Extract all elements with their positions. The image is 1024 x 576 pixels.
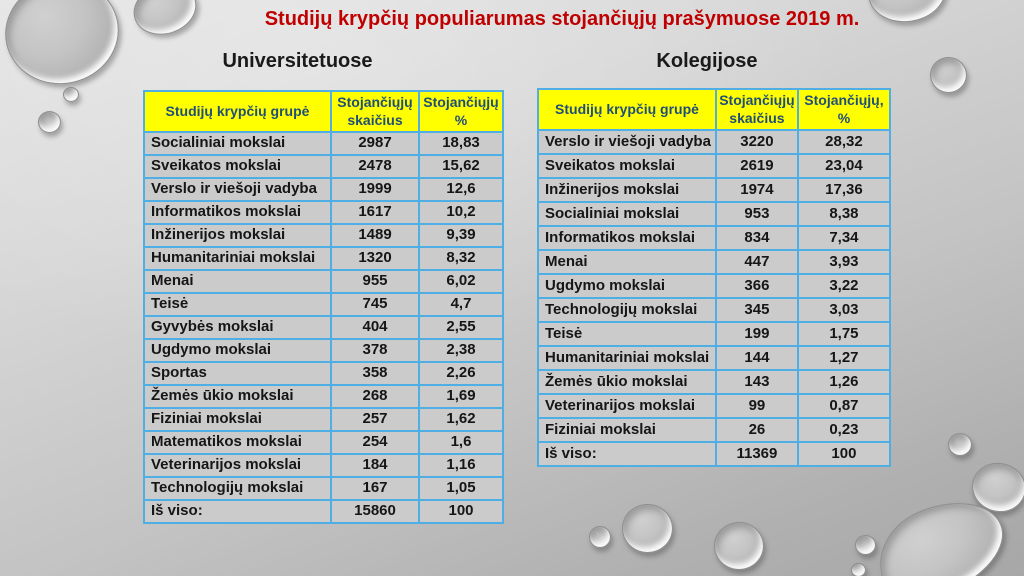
table-row: [144, 454, 503, 477]
table-cell: 184: [331, 454, 419, 477]
table-cell: 2619: [716, 154, 798, 178]
slide-title: Studijų krypčių populiarumas stojančiųjų prašymuose 2019 m.: [264, 8, 860, 30]
table-row: [538, 394, 890, 418]
table-cell: Humanitariniai mokslai: [144, 247, 331, 270]
table-cell: 99: [716, 394, 798, 418]
water-droplet: [38, 111, 61, 133]
table-cell: Teisė: [538, 322, 716, 346]
table-cell: Žemės ūkio mokslai: [144, 385, 331, 408]
table-cell: 345: [716, 298, 798, 322]
table-row: [538, 250, 890, 274]
table-cell: 404: [331, 316, 419, 339]
table-cell: 745: [331, 293, 419, 316]
column-header: Stojančiųjų, %: [798, 89, 890, 130]
table-cell: Verslo ir viešoji vadyba: [144, 178, 331, 201]
table-cell: 1,69: [419, 385, 503, 408]
table-cell: 0,23: [798, 418, 890, 442]
table-cell: 1,62: [419, 408, 503, 431]
table-cell: 15,62: [419, 155, 503, 178]
table-cell: 1320: [331, 247, 419, 270]
header-row: [538, 89, 890, 130]
table-cell: Technologijų mokslai: [538, 298, 716, 322]
table-cell: 955: [331, 270, 419, 293]
table-cell: Informatikos mokslai: [538, 226, 716, 250]
water-droplet: [63, 87, 79, 102]
table-cell: Veterinarijos mokslai: [144, 454, 331, 477]
table-cell: 1999: [331, 178, 419, 201]
table-cell: 953: [716, 202, 798, 226]
table-cell: Informatikos mokslai: [144, 201, 331, 224]
table-cell: Matematikos mokslai: [144, 431, 331, 454]
table-row: [538, 154, 890, 178]
table-cell: 6,02: [419, 270, 503, 293]
table-cell: 10,2: [419, 201, 503, 224]
table-cell: 18,83: [419, 132, 503, 155]
table-row: [144, 431, 503, 454]
table-cell: Veterinarijos mokslai: [538, 394, 716, 418]
table-cell: 100: [798, 442, 890, 466]
water-droplet: [589, 526, 611, 548]
table-cell: 834: [716, 226, 798, 250]
water-droplet: [948, 433, 972, 456]
table-cell: Verslo ir viešoji vadyba: [538, 130, 716, 154]
table-cell: 17,36: [798, 178, 890, 202]
table-cell: 1974: [716, 178, 798, 202]
table-cell: 4,7: [419, 293, 503, 316]
table-cell: 1,26: [798, 370, 890, 394]
table-cell: 1617: [331, 201, 419, 224]
table-row: [144, 132, 503, 155]
table-row: [144, 178, 503, 201]
table-row: [144, 224, 503, 247]
table-cell: 268: [331, 385, 419, 408]
table-cell: Technologijų mokslai: [144, 477, 331, 500]
table-cell: 9,39: [419, 224, 503, 247]
water-droplet: [855, 535, 876, 555]
table-cell: 447: [716, 250, 798, 274]
table-row: [144, 362, 503, 385]
table-cell: Fiziniai mokslai: [538, 418, 716, 442]
table-row: [538, 226, 890, 250]
table-cell: Inžinerijos mokslai: [538, 178, 716, 202]
table-cell: Humanitariniai mokslai: [538, 346, 716, 370]
table-cell: 15860: [331, 500, 419, 523]
table-cell: Iš viso:: [538, 442, 716, 466]
total-row: [144, 500, 503, 523]
column-header: Stojančiųjų skaičius: [331, 91, 419, 132]
universities-table: [143, 90, 504, 524]
table-cell: Inžinerijos mokslai: [144, 224, 331, 247]
table-cell: 28,32: [798, 130, 890, 154]
table-row: [538, 346, 890, 370]
column-header: Studijų krypčių grupė: [144, 91, 331, 132]
table-cell: 144: [716, 346, 798, 370]
table-cell: 1489: [331, 224, 419, 247]
table-cell: 100: [419, 500, 503, 523]
table-cell: Sveikatos mokslai: [538, 154, 716, 178]
table-cell: 358: [331, 362, 419, 385]
table-cell: 11369: [716, 442, 798, 466]
table-cell: 1,6: [419, 431, 503, 454]
table-cell: 167: [331, 477, 419, 500]
table-cell: Menai: [144, 270, 331, 293]
table-cell: 7,34: [798, 226, 890, 250]
table-row: [144, 316, 503, 339]
table-cell: 257: [331, 408, 419, 431]
table-row: [538, 178, 890, 202]
column-header: Stojančiųjų skaičius: [716, 89, 798, 130]
table-cell: 2987: [331, 132, 419, 155]
table-cell: Ugdymo mokslai: [144, 339, 331, 362]
table-cell: 3220: [716, 130, 798, 154]
water-droplet: [851, 563, 866, 576]
table-cell: Gyvybės mokslai: [144, 316, 331, 339]
table-cell: 3,93: [798, 250, 890, 274]
table-cell: 1,27: [798, 346, 890, 370]
table-cell: 1,05: [419, 477, 503, 500]
table-row: [538, 130, 890, 154]
table-cell: Teisė: [144, 293, 331, 316]
table-row: [538, 202, 890, 226]
table-row: [538, 298, 890, 322]
table-cell: Socialiniai mokslai: [538, 202, 716, 226]
table-row: [144, 247, 503, 270]
table-cell: 8,32: [419, 247, 503, 270]
table-row: [144, 339, 503, 362]
table-cell: 8,38: [798, 202, 890, 226]
table-cell: 378: [331, 339, 419, 362]
colleges-table: [537, 88, 891, 467]
table-cell: 2,55: [419, 316, 503, 339]
water-droplet: [930, 57, 967, 93]
table-row: [144, 293, 503, 316]
water-droplet: [714, 522, 764, 570]
table-row: [144, 155, 503, 178]
column-header: Studijų krypčių grupė: [538, 89, 716, 130]
table-row: [144, 408, 503, 431]
table-cell: Ugdymo mokslai: [538, 274, 716, 298]
table-cell: 199: [716, 322, 798, 346]
table-cell: 2,38: [419, 339, 503, 362]
table-cell: 23,04: [798, 154, 890, 178]
section-heading-kolegijose: Kolegijose: [656, 50, 758, 72]
table-cell: 1,16: [419, 454, 503, 477]
table-cell: 366: [716, 274, 798, 298]
table-cell: Sportas: [144, 362, 331, 385]
table-row: [538, 322, 890, 346]
table-row: [144, 385, 503, 408]
table-row: [144, 477, 503, 500]
table-row: [144, 201, 503, 224]
table-cell: Fiziniai mokslai: [144, 408, 331, 431]
table-cell: 26: [716, 418, 798, 442]
table-cell: 2,26: [419, 362, 503, 385]
table-cell: 0,87: [798, 394, 890, 418]
table-cell: 2478: [331, 155, 419, 178]
table-cell: Menai: [538, 250, 716, 274]
table-cell: Socialiniai mokslai: [144, 132, 331, 155]
table-cell: 143: [716, 370, 798, 394]
section-heading-universitetuose: Universitetuose: [222, 50, 373, 72]
table-cell: Žemės ūkio mokslai: [538, 370, 716, 394]
header-row: [144, 91, 503, 132]
table-cell: 3,22: [798, 274, 890, 298]
table-cell: 12,6: [419, 178, 503, 201]
table-row: [538, 418, 890, 442]
total-row: [538, 442, 890, 466]
table-cell: Iš viso:: [144, 500, 331, 523]
table-cell: 254: [331, 431, 419, 454]
table-cell: Sveikatos mokslai: [144, 155, 331, 178]
table-row: [538, 370, 890, 394]
water-droplet: [622, 504, 673, 553]
table-cell: 1,75: [798, 322, 890, 346]
table-row: [538, 274, 890, 298]
table-row: [144, 270, 503, 293]
table-cell: 3,03: [798, 298, 890, 322]
column-header: Stojančiųjų %: [419, 91, 503, 132]
